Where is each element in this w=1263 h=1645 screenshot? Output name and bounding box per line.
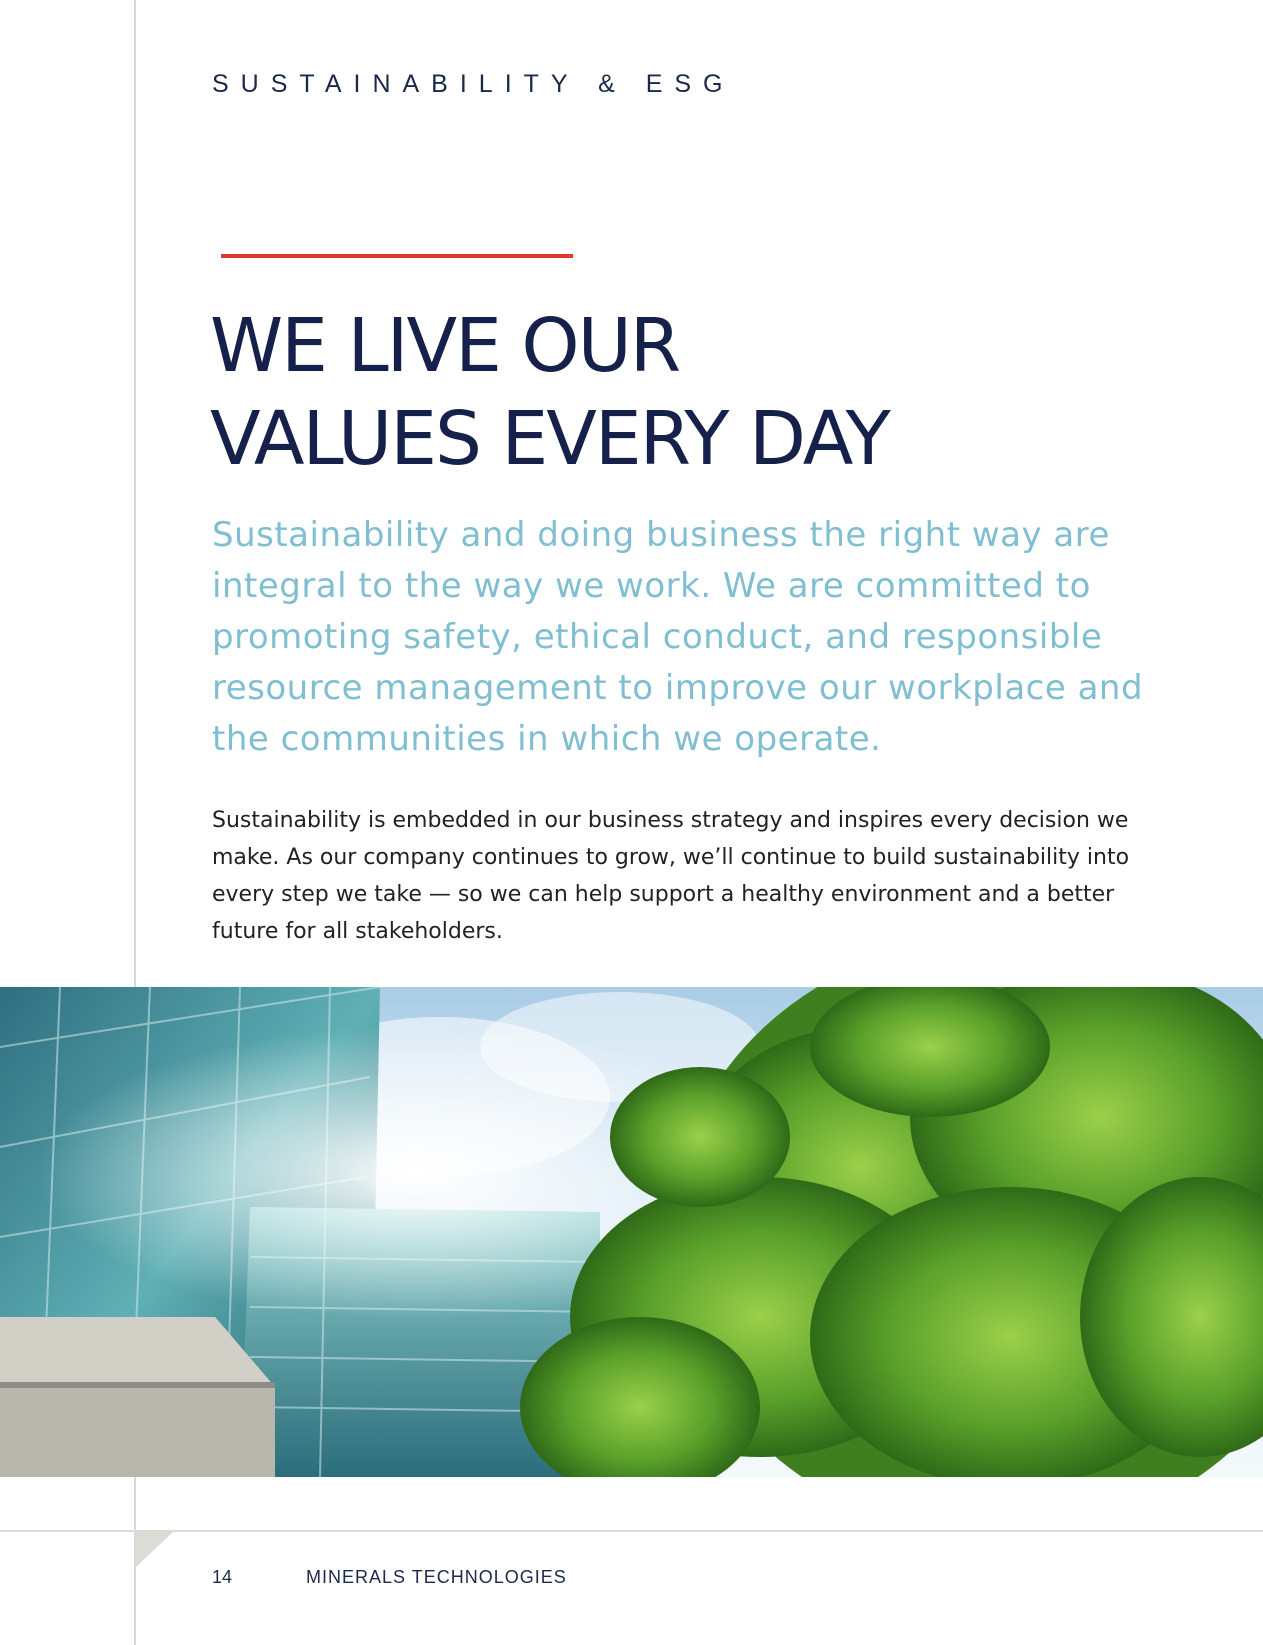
body-paragraph xyxy=(212,802,1212,950)
lead-line-1: Sustainability and doing business the right way are xyxy=(212,515,1110,555)
page-number: 14 xyxy=(212,1567,233,1587)
headline-line-1: WE LIVE OUR xyxy=(210,303,680,389)
lead-paragraph xyxy=(212,510,1212,765)
body-line-2: make. As our company continues to grow, we’ll continue to build sustainability into xyxy=(212,845,1130,870)
lead-line-4: resource management to improve our workplace and xyxy=(212,668,1144,708)
lead-line-5: the communities in which we operate. xyxy=(212,719,882,759)
headline-line-2: VALUES EVERY DAY xyxy=(210,396,889,482)
building-and-tree-photo xyxy=(0,987,1263,1477)
lead-line-2: integral to the way we work. We are committed to xyxy=(212,566,1091,606)
footer-corner-triangle xyxy=(135,1532,173,1568)
body-line-1: Sustainability is embedded in our business strategy and inspires every decision we xyxy=(212,808,1129,833)
body-line-3: every step we take — so we can help support a healthy environment and a better xyxy=(212,882,1115,907)
section-label: SUSTAINABILITY & ESG xyxy=(212,70,735,98)
accent-red-rule xyxy=(221,254,573,258)
page-headline xyxy=(210,300,1210,486)
footer-brand: MINERALS TECHNOLOGIES xyxy=(306,1567,567,1587)
lead-line-3: promoting safety, ethical conduct, and responsible xyxy=(212,617,1103,657)
body-line-4: future for all stakeholders. xyxy=(212,919,503,944)
footer-rule xyxy=(0,1530,1263,1532)
